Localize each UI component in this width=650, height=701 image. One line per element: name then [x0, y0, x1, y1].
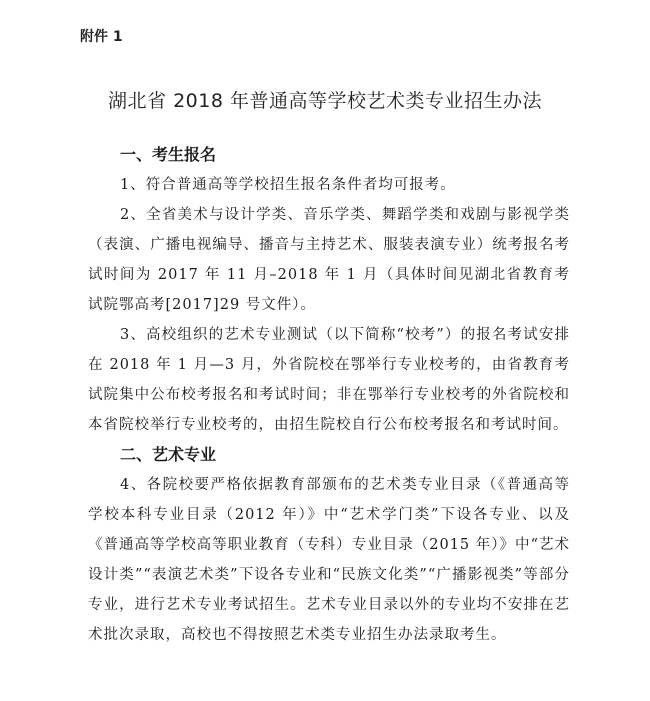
document-title: 湖北省 2018 年普通高等学校艺术类专业招生办法: [108, 90, 542, 112]
paragraph-2: 2、全省美术与设计学类、音乐学类、舞蹈学类和戏剧与影视学类（表演、广播电视编导、播音与主持艺术、服装表演专业）统考报名考试时间为 2017 年 11 月–2018 年 1 月（具体时间见湖北省教育考试院鄂高考[2017]29 号文件）。: [88, 207, 570, 313]
section-heading-art-majors: 二、艺术专业: [120, 445, 217, 464]
paragraph-1: 1、符合普通高等学校招生报名条件者均可报考。: [120, 177, 456, 193]
paragraph-4: 4、各院校要严格依据教育部颁布的艺术类专业目录（《普通高等学校本科专业目录（2012 年）》中“艺术学门类”下设各专业、以及《普通高等学校高等职业教育（专科）专业目录（2015 年）》中“艺术设计类”“表演艺术类”下设各专业和“民族文化类”“广播影视类”等部分专业，进行艺术专业考试招生。艺术专业目录以外的专业均不安排在艺术批次录取，高校也不得按照艺术类专业招生办法录取考生。: [88, 477, 570, 643]
attachment-label: 附件 1: [80, 29, 123, 45]
section-heading-registration: 一、考生报名: [120, 145, 217, 164]
paragraph-3: 3、高校组织的艺术专业测试（以下简称“校考”）的报名考试安排在 2018 年 1 月—3 月，外省院校在鄂举行专业校考的，由省教育考试院集中公布校考报名和考试时间；非在鄂举行专业校考的外省院校和本省院校举行专业校考的，由招生院校自行公布校考报名和考试时间。: [88, 327, 570, 433]
document-body: [88, 140, 570, 650]
